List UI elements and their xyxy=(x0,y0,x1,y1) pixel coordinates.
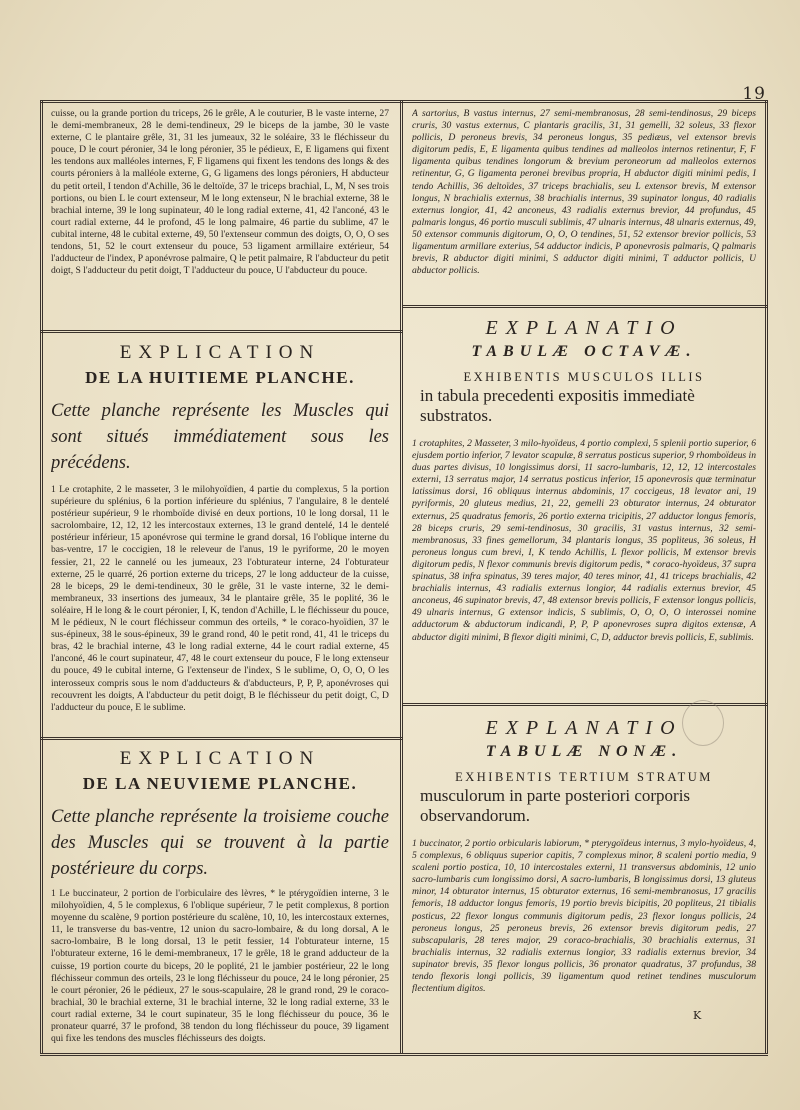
section-body: 1 crotaphites, 2 Masseter, 3 milo-hyoïdeus, 4 portio complexi, 5 splenii portio superior, 6 ejusdem portio inferior, 7 levator scapulæ, 8 serratus posticus superior, 9 rhomboïdeus in duas partes divisus, 10 longissimus dorsi, 11 sacro-lumbaris, 12, 12, 12 intercostales externi, 13 serratus major, 14 serratus posticus inferior, 15 aponevrosis quæ terminatur latissimus dorsi, 16 obliquus internus abdominis, 17 coccigeus, 18 levator ani, 19 pyriformis, 20 gluteus medius, 21, 22, gemelli 23 obturator internus, 24 obturator externus, 25 quadratus femoris, 26 portio externa tricipitis, 27 adductor longus femoris, 28 biceps cruris, 29 semi-tendinosus, 30 gracilis, 31 vastus internus, 32 semi-membranosus, 33 fines gemellorum, 34 plantaris longus, 35 popliteus, 36 soleus, H peroneus longus cum brevi, I, K tendo Achillis, L flexor pollicis, M extensor brevis digitorum pedis, N flexor communis brevis digitorum pedis, * coraco-hyoïdeus, 37 supra spinatus, 38 infra spinatus, 39 teres major, 40 teres minor, 41, 41 triceps brachialis, 42 brachialis internus, 43 radialis externus longior, 44 radialis externus brevior, 45 anconeus, 46 supinator brevis, 47, 48 extensor brevis pollicis, F extensor longus pollicis, 49 ulnaris internus, G extensor indicis, S sublimis, O, O, O, O interossei nomine adductorum & abductorum indicandi, P, P, P aponevroses supra digitos extensæ, A abductor digiti minimi, B flexor digiti minimi, C, D, adductor brevis pollicis, E, sublimis. xyxy=(412,438,756,643)
section-intro-caps: EXHIBENTIS MUSCULOS ILLIS xyxy=(463,370,705,384)
left-section-neuvieme xyxy=(51,748,389,1048)
left-continuation-block xyxy=(51,108,389,322)
section-subtitle: TABULÆ NONÆ. xyxy=(485,743,683,760)
right-section-octavae xyxy=(412,317,756,695)
section-subtitle: TABULÆ OCTAVÆ. xyxy=(471,343,697,360)
section-subtitle: DE LA NEUVIEME PLANCHE. xyxy=(82,774,358,793)
frame-right-border xyxy=(765,100,768,1053)
right-continuation-block xyxy=(412,108,756,288)
frame-left-border xyxy=(40,100,43,1053)
left-rule-1 xyxy=(40,330,403,333)
section-intro: Cette planche représente les Muscles qui sont situés immédiatement sous les précédens. xyxy=(51,401,389,473)
section-intro-rest: in tabula precedenti expositis immediatè substratos. xyxy=(420,386,695,425)
section-body: 1 Le buccinateur, 2 portion de l'orbiculaire des lèvres, * le ptérygoïdien interne, 3 le milohyoïdien, 4, 5 le complexus, 6 l'oblique supérieur, 7 le petit complexus, 8 portion moyenne du scalène, 9 portion postérieure du scalène, 10, 10, les intercostaux externes, 11, le transverse du bas-ventre, 12 union du sacro-lombaire, & du long dorsal, A le sacro-lombaire, B le long dorsal, 13 le petit fessier, 14 l'obturateur interne, 15 l'obturateur externe, 16 le demi-membraneux, 17 le grêle, 18 le grand adducteur de la cuisse, 19 portion courte du biceps, 20 le poplité, 21 le jambier postérieur, 22 le long fléchisseur commun des orteils, 23 le long fléchisseur du pouce, 24 le long péronier, 25 le court péronier, 26 le pédieux, 27 le sous-scapulaire, 28 le grand rond, 29 le coraco-brachial, 30 le brachial externe, 31 le brachial interne, 32 le long radial externe, 33 le court radial externe, 34 le court supinateur, 35 le long fléchisseur du pouce, 36 le pronateur quarré, 37 le profond, 38 tendon du long fléchisseur du pouce, 39 ligament qui fixe les tendons des muscles fléchisseurs des doigts. xyxy=(51,888,389,1045)
column-divider xyxy=(400,100,403,1053)
section-title: EXPLANATIO xyxy=(485,717,683,739)
section-title: EXPLICATION xyxy=(119,342,321,363)
right-rule-1 xyxy=(403,305,768,308)
right-section-nonae xyxy=(412,717,756,1037)
section-title: EXPLANATIO xyxy=(485,317,683,339)
section-title: EXPLICATION xyxy=(119,748,321,769)
left-rule-2 xyxy=(40,737,403,740)
section-subtitle: DE LA HUITIEME PLANCHE. xyxy=(85,368,355,387)
section-intro-caps: EXHIBENTIS TERTIUM STRATUM xyxy=(455,770,713,784)
left-continuation-text: cuisse, ou la grande portion du triceps, 26 le grêle, A le couturier, B le vaste interne, 27 le demi-membraneux, 28 le demi-tendineux, 29 le biceps de la jambe, 30 le vaste externe, C le plantaire grêle, 31, 31 les jumeaux, 32 le soléaire, 33 le fléchisseur du pouce, D le court péronier, 34 le long péronier, 35 le pédieux, E, E ligamens qui fixent les tendons aux malléoles internes, F, F ligamens qui fixent les tendons des longs & des courts péroniers à la malléole externe, G, G ligamens des longs péroniers, H abducteur du petit orteil, I tendon d'Achille, 36 le deltoïde, 37 le triceps brachial, L, M, N ses trois portions, ou bien L le court extenseur, M le long extenseur, N le brachial externe, 38 le brachial interne, 39 le long supinateur, 40 le long radial externe, 41, 42 l'anconé, 43 le court radial externe, 44 le profond, 45 le long palmaire, 46 partie du sublime, 47 le cubital interne, 48 le cubital externe, 49, 50 l'extenseur commun des doigts, O, O, O ses tendons, 51, 52 le court extenseur du pouce, 53 ligament armillaire extérieur, 54 l'adducteur de l'index, P aponévrose palmaire, Q le petit palmaire, R l'abducteur du petit doigt, S l'adducteur du petit doigt, T l'adducteur du pouce, U l'abducteur du pouce. xyxy=(51,108,389,277)
section-intro: Cette planche représente la troisieme couche des Muscles qui se trouvent à la partie postérieure du corps. xyxy=(51,807,389,879)
section-body: 1 Le crotaphite, 2 le masseter, 3 le milohyoïdien, 4 partie du complexus, 5 la portion supérieure du splénius, 6 la portion inférieure du splénius, 7 l'angulaire, 8 le dentelé postérieur supérieur, 9 le rhomboïde divisé en deux portions, 10 le long dorsal, 11 le sacrolombaire, 12, 12, 12 les intercostaux externes, 13 le grand dentelé, 14 le dentelé postérieur inférieur, 15 aponévrose qui termine le grand dorsal, 16 l'oblique interne du bas-ventre, 17 le coccigien, 18 le releveur de l'anus, 19 le pyriforme, 20 le moyen fessier, 21, 22 le cannelé ou les jumeaux, 23 l'obturateur interne, 24 l'obturateur externe, 25 le quarré, 26 portion externe du triceps, 27 le long adducteur de la cuisse, 28 le biceps, 29 le demi-tendineux, 30 le grêle, 31 le vaste interne, 32 le demi-membraneux, 33 insertions des jumeaux, 34 le plantaire grêle, 35 le poplité, 36 le soléaire, H le long & le court péronier, I, K, tendon d'Achille, L le fléchisseur du pouce, M le pédieux, N le court fléchisseur commun des orteils, * le coraco-hyoïdien, 37 le sus-épineux, 38 le sous-épineux, 39 le grand rond, 40 le petit rond, 41, 41 le triceps du bras, 42 le brachial interne, 43 le long radial externe, 44 le court radial externe, 45 l'anconé, 46 le court supinateur, 47, 48 le court extenseur du pouce, F le long extenseur du pouce, 49 le cubital interne, G l'extenseur de l'index, S le sublime, O, O, O, O les interosseux compris sous le nom d'adducteurs & d'abducteurs, P, P, P, aponévroses qui recouvrent les doigts, A l'abducteur du petit doigt, B le fléchisseur du petit doigt, C, D l'adducteur du pouce, E le sublime. xyxy=(51,484,389,713)
section-body: 1 buccinator, 2 portio orbicularis labiorum, * pterygoïdeus internus, 3 mylo-hyoïdeus, 4, 5 complexus, 6 obliquus superior capitis, 7 complexus minor, 8 scaleni portio media, 9 scaleni portio postica, 10, 10 intercostales externi, 11 transversus abdominis, 12 unio sacro-lumbaris cum longissimo dorsi, A sacro-lumbaris, B longissimus dorsi, 13 gluteus minor, 14 obturator internus, 15 obturator externus, 16 semi-membranosus, 17 gracilis femoris, 18 adductor longus femoris, 19 portio brevis bicipitis, 20 popliteus, 21 tibialis posticus, 22 flexor longus communis digitorum pedis, 23 flexor longus pollicis, 24 peroneus longus, 25 peroneus brevis, 26 extensor brevis digitorum pedis, 27 subscapularis, 28 teres major, 29 coraco-brachialis, 30 brachialis externus, 31 brachialis internus, 32 radialis externus longior, 33 radialis externus brevior, 34 supinator brevis, 35 flexor longus pollicis, 36 pronator quadratus, 37 profundus, 38 tendo flexoris longi pollicis, 39 ligamentum quod retinet tendines musculorum flectentium digitos. xyxy=(412,838,756,995)
right-continuation-text: A sartorius, B vastus internus, 27 semi-membranosus, 28 semi-tendinosus, 29 biceps cruris, 30 vastus externus, C plantaris gracilis, 31, 31 gemelli, 32 soleus, 33 flexor pollicis, D peroneus brevis, 34 peroneus longus, 35 pediæus, vel extensor brevis digitorum pedis, E, E ligamenta quibus tendines ad malleolos internos retinentur, F, F ligamenta quibus tendines longorum & brevium peroneorum ad malleolos externos retinentur, G, G ligamenta peronei brevibus propria, H abductor digiti minimi pedis, I tendo Achillis, 36 deltoïdes, 37 triceps brachialis, seu L extensor brevis, M extensor longus, N brachialis externus, 38 brachialis internus, 39 supinator longus, 40 radialis externus longior, 41, 42 anconeus, 43 radialis externus brevior, 44 profundus, 45 palmaris longus, 46 portio musculi sublimis, 47 ulnaris internus, 48 ulnaris externus, 49, 50 extensor communis digitorum, O, O, O tendines, 51, 52 extensor brevior pollicis, 53 ligamentum armillare exterius, 54 adductor indicis, P aponevrosis palmaris, Q palmaris brevis, R abductor digiti minimi, S adductor digiti minimi, T adductor pollicis, U abductor pollicis. xyxy=(412,108,756,277)
signature-mark: K xyxy=(693,1009,702,1022)
left-section-huitieme xyxy=(51,342,389,728)
section-intro-rest: musculorum in parte posteriori corporis observandorum. xyxy=(420,786,691,825)
page-number: 19 xyxy=(742,84,766,104)
